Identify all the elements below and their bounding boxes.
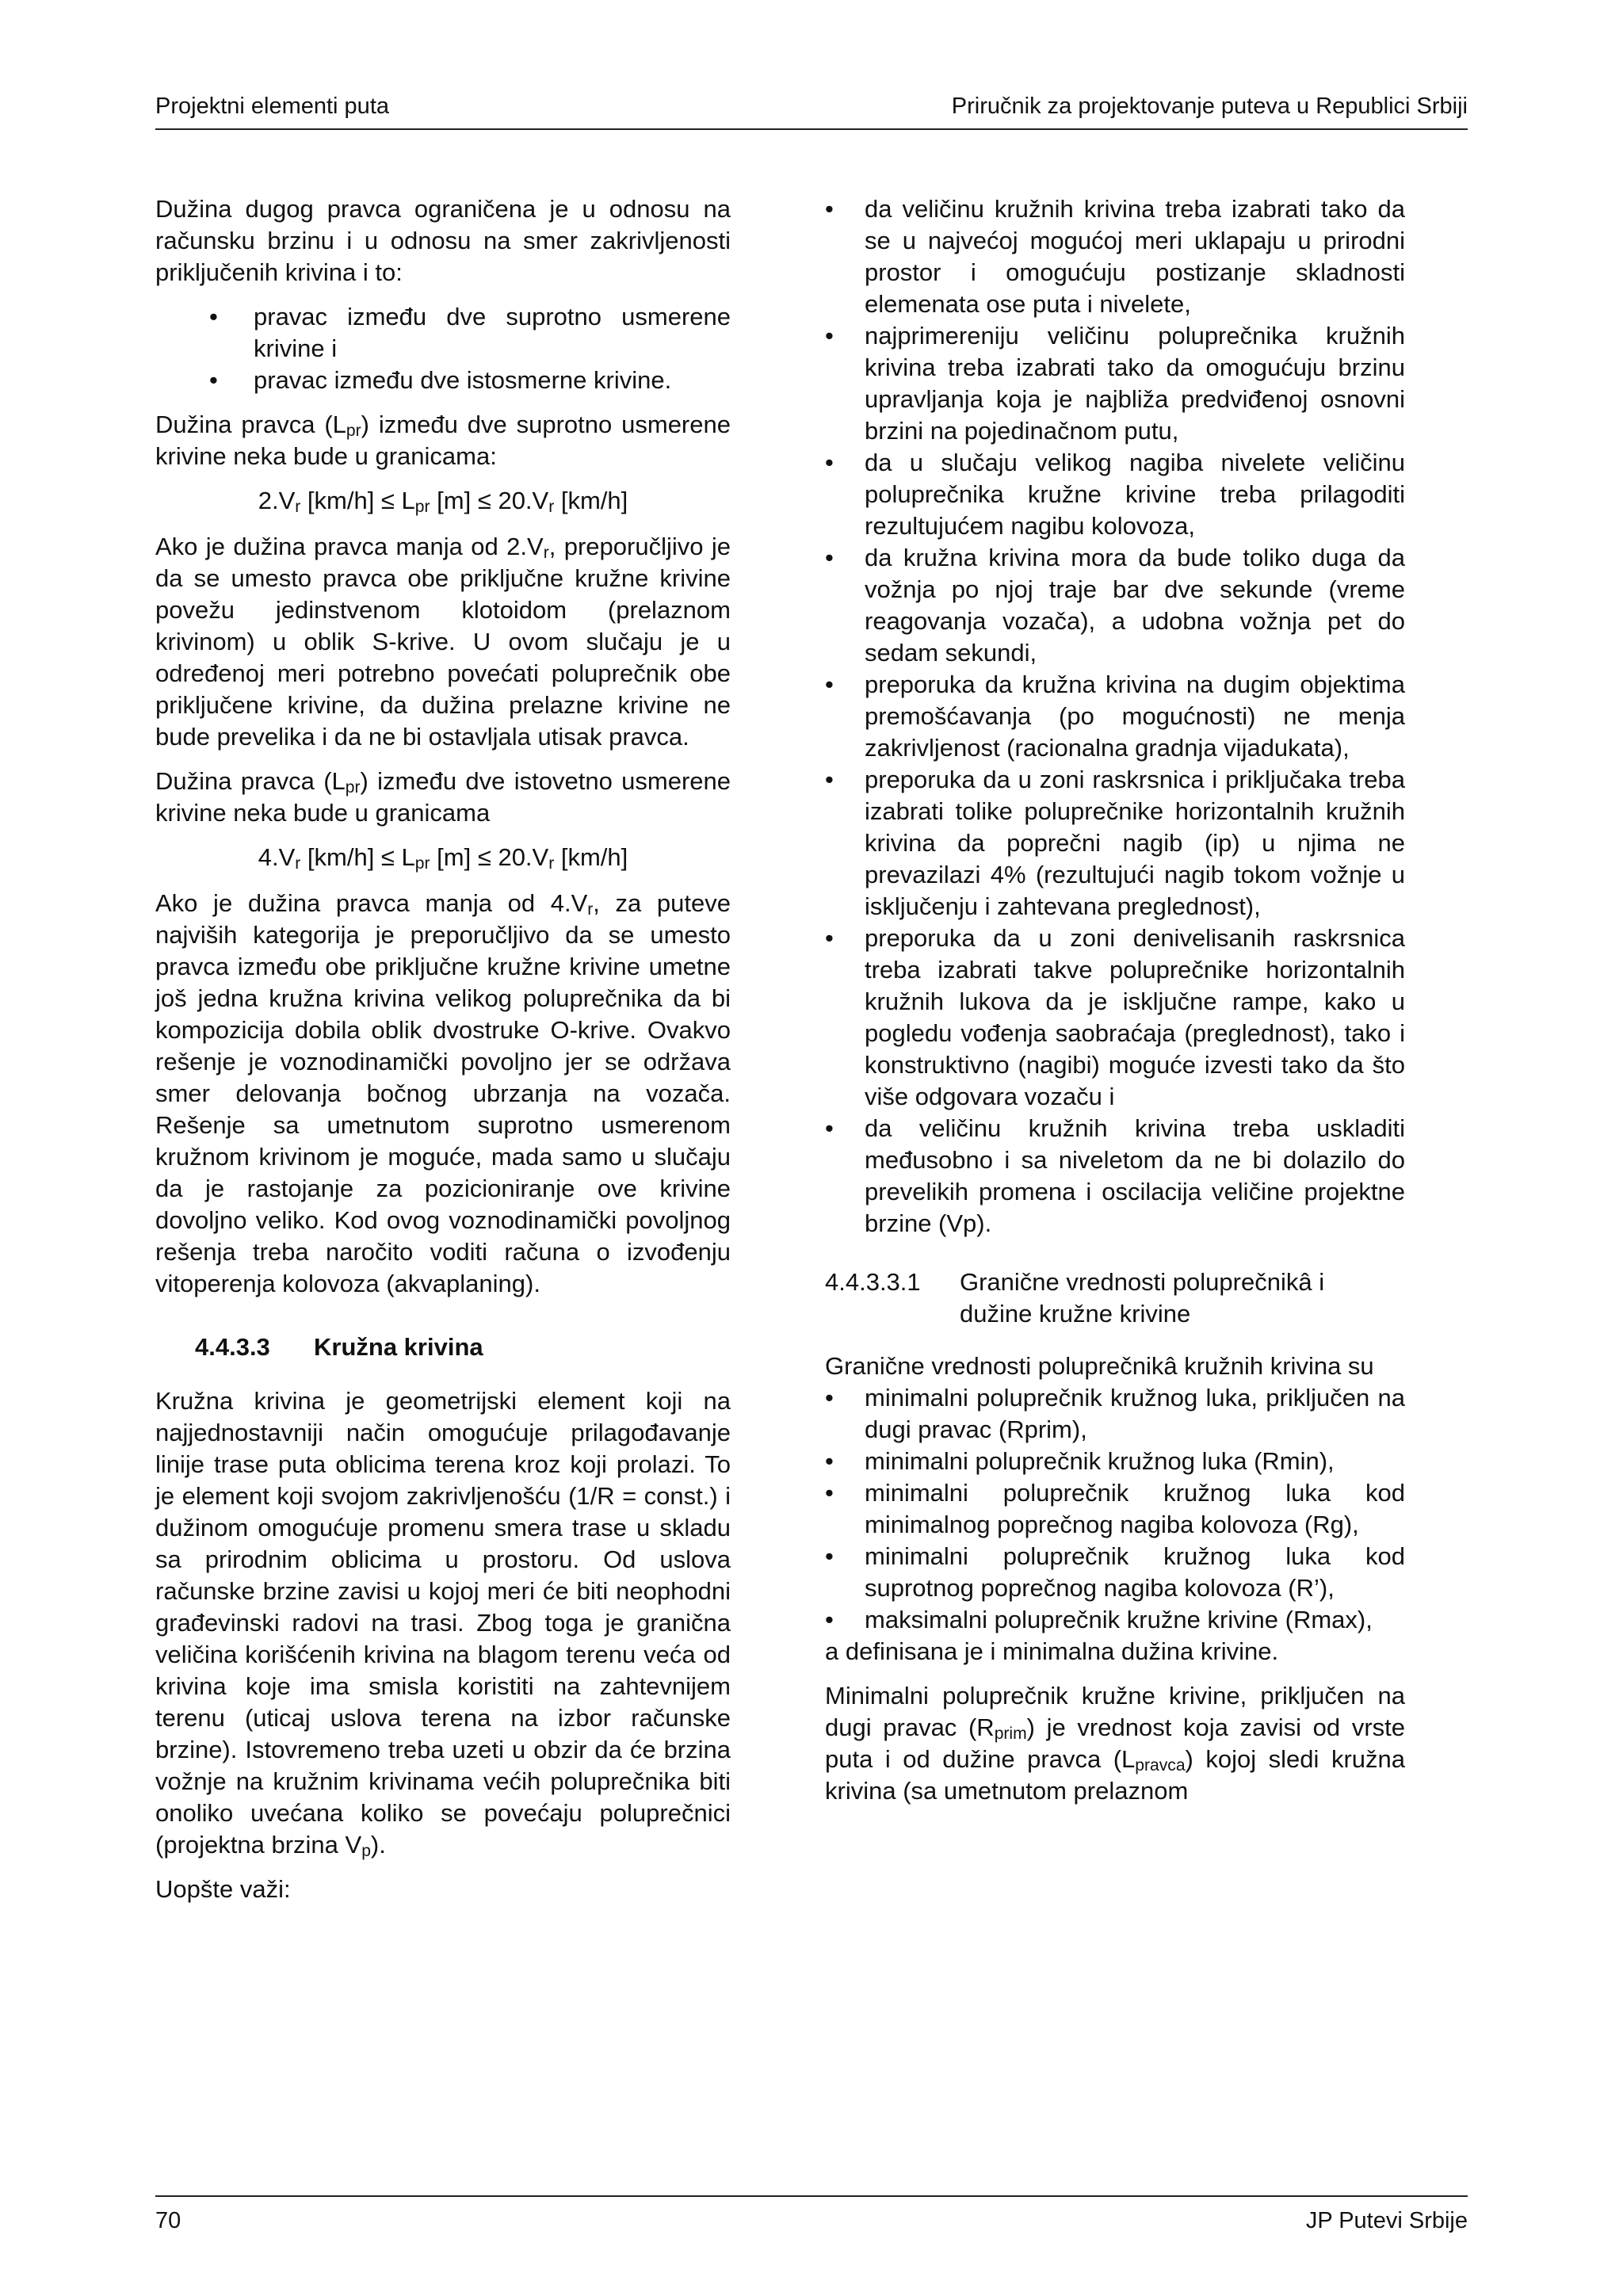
list-item-text: pravac između dve suprotno usmerene krivine i [254,303,731,362]
subscript: r [548,854,555,873]
bullet-icon: • [825,670,834,698]
paragraph: Dužina dugog pravca ograničena je u odnosu na računsku brzinu i u odnosu na smer zakrivljenosti priključenih krivina i to: [155,195,731,286]
text-run: [m] ≤ 20.V [430,843,549,871]
list-item-text: minimalni poluprečnik kružnog luka kod suprotnog poprečnog nagiba kolovoza (R’), [865,1542,1405,1602]
formula [155,485,731,517]
text-run: ) između dve istovetno usmerene krivine neka bude u granicama [155,767,731,827]
bullet-icon: • [825,1447,834,1475]
text-run: ). [370,1831,386,1859]
subscript: pr [414,854,430,873]
text-run: , za puteve najviših kategorija je preporučljivo da se umesto pravca između obe priključne kružne krivine umetne još jedna kružna krivina velikog poluprečnika da bi kompozicija dobila oblik dvostruke O-krive. Ovakvo rešenje je voznodinamički povoljno jer se održava smer delovanja bočnog ubrzanja na vozača. Rešenje sa umetnutom suprotno usmerenom kružnom krivinom je moguće, mada samo u slučaju da je rastojanje za pozicioniranje ove krivine dovoljno veliko. Kod ovog voznodinamički povoljnog rešenja treba naročito voditi računa o izvođenju vitoperenja kolovoza (akvaplaning). [155,889,731,1297]
list-item-text: da u slučaju velikog nagiba nivelete veličinu poluprečnika kružne krivine treba prilagoditi rezultujućem nagibu kolovoza, [865,449,1405,540]
paragraph [825,1680,1405,1807]
bullet-icon: • [825,195,834,223]
list-item-text: da veličinu kružnih krivina treba uskladiti međusobno i sa niveletom da ne bi dolazilo do prevelikih promena i oscilacija veličine projektne brzine (Vp). [865,1114,1405,1237]
list-item-text: maksimalni poluprečnik kružne krivine (Rmax), [865,1606,1373,1633]
bullet-icon: • [825,924,834,952]
bullet-list [155,301,731,396]
formula [155,842,731,873]
bullet-icon: • [209,366,218,394]
list-item-text: preporuka da u zoni denivelisanih raskrsnica treba izabrati takve poluprečnike horizontalnih kružnih lukova da je isključne rampe, kako u pogledu vođenja saobraćaja (preglednost), tako i konstruktivno (nagibi) moguće izvesti tako da što više odgovara vozaču i [865,924,1405,1110]
bullet-icon: • [825,1114,834,1142]
bullet-icon: • [209,303,218,330]
list-item-text: da kružna krivina mora da bude toliko duga da vožnja po njoj traje bar dve sekunde (vreme reagovanja vozača), a udobna vožnja pet do sedam sekundi, [865,544,1405,667]
subscript: r [548,498,555,517]
text-run: [km/h] ≤ L [300,843,415,871]
list-item-text: preporuka da kružna krivina na dugim objektima premošćavanja (po mogućnosti) ne menja zakrivljenost (racionalna gradnja vijadukata), [865,670,1405,762]
bullet-icon: • [825,1606,834,1633]
subsection-heading [825,1266,1405,1330]
list-item [825,1541,1405,1604]
paragraph: Granične vrednosti poluprečnikâ kružnih krivina su [825,1352,1374,1380]
footer-publisher: JP Putevi Srbije [1305,2208,1468,2233]
paragraph [155,409,731,472]
list-item [825,923,1405,1113]
list-item-text: pravac između dve istosmerne krivine. [254,366,672,394]
text-run: ) kojoj sledi kružna krivina (sa umetnutom prelaznom [825,1745,1405,1805]
text-run: Minimalni poluprečnik kružne krivine, priključen na dugi pravac (R [825,1682,1405,1741]
list-item [825,764,1405,923]
page-header [155,89,1468,130]
list-item [825,542,1405,669]
list-item [825,320,1405,447]
section-title: Kružna krivina [314,1333,483,1361]
subscript: pravca [1135,1756,1186,1775]
text-run: Ako je dužina pravca manja od 4.V [155,889,588,917]
list-item [825,1113,1405,1240]
subscript: prim [994,1725,1027,1744]
text-run: Ako je dužina pravca manja od 2.V [155,533,544,560]
list-item [825,1382,1405,1446]
section-number: 4.4.3.3 [195,1333,270,1361]
subsection-title-line: Granične vrednosti poluprečnikâ i [960,1268,1325,1296]
bullet-icon: • [825,322,834,350]
text-run: Dužina pravca (L [155,767,346,795]
bullet-icon: • [825,1542,834,1570]
list-item-text: preporuka da u zoni raskrsnica i priključaka treba izabrati tolike poluprečnike horizontalnih kružnih krivina da poprečni nagib (ip) u njima ne prevazilazi 4% (rezultujući nagib tokom vožnje u isključenju i zahtevana preglednost), [865,766,1405,920]
paragraph [155,531,731,753]
text-run: Kružna krivina je geometrijski element koji na najjednostavniji način omogućuje prilagođavanje linije trase puta oblicima terena kroz koji prolazi. To je element koji svojom zakrivljenošću (1/R = const.) i dužinom omogućuje promenu smera trase u skladu sa prirodnim oblicima u prostoru. Od uslova računske brzine zavisi u kojoj meri će biti neophodni građevinski radovi na trasi. Zbog toga je granična veličina korišćenih krivina na blagom terenu veća od krivina koje ima smisla koristiti na zahtevnijem terenu (uticaj uslova terena na izbor računske brzine). Istovremeno treba uzeti u obzir da će brzina vožnje na kružnim krivinama većih poluprečnika biti onoliko uvećana koliko se povećaju poluprečnici (projektna brzina V [155,1387,731,1859]
paragraph [155,888,731,1300]
section-heading [155,1331,731,1363]
subscript: r [543,544,549,563]
list-item-text: najprimereniju veličinu poluprečnika kružnih krivina treba izabrati tako da omogućuju brzinu upravljanja koja je najbliža predviđenoj osnovni brzini na pojedinačnom putu, [865,322,1405,445]
subscript: pr [414,498,430,517]
text-run: Dužina pravca (L [155,411,346,438]
paragraph [155,1385,731,1861]
left-column [155,193,731,1918]
subscript: p [361,1842,371,1861]
text-run: 2.V [258,487,296,514]
list-item [155,365,731,396]
list-item [825,669,1405,764]
subscript: pr [345,778,361,797]
subsection-number: 4.4.3.3.1 [825,1268,921,1296]
header-chapter-title: Projektni elementi puta [155,94,389,119]
text-run: ) između dve suprotno usmerene krivine neka bude u granicama: [155,411,731,470]
subscript: r [587,900,594,919]
right-column [825,193,1405,1820]
bullet-icon: • [825,1384,834,1412]
text-run: [km/h] [554,843,628,871]
bullet-icon: • [825,449,834,476]
subscript: r [295,854,301,873]
subscript: r [295,498,301,517]
list-item-text: minimalni poluprečnik kružnog luka (Rmin), [865,1447,1335,1475]
text-run: [km/h] ≤ L [300,487,415,514]
header-book-title: Priručnik za projektovanje puteva u Republici Srbiji [951,94,1468,119]
list-item [825,1446,1405,1477]
list-item [825,193,1405,320]
list-item-text: minimalni poluprečnik kružnog luka, priključen na dugi pravac (Rprim), [865,1384,1405,1443]
paragraph: Uopšte važi: [155,1875,291,1903]
bullet-icon: • [825,1479,834,1507]
list-item [825,1604,1405,1636]
bullet-icon: • [825,544,834,571]
text-run: 4.V [258,843,296,871]
subscript: pr [346,422,361,441]
bullet-icon: • [825,766,834,793]
subsection-title-line: dužine kružne krivine [960,1300,1191,1328]
bullet-list [825,1382,1405,1636]
list-item [825,1477,1405,1541]
list-item-text: da veličinu kružnih krivina treba izabrati tako da se u najvećoj mogućoj meri uklapaju u prirodni prostor i omogućuju postizanje skladnosti elemenata ose puta i nivelete, [865,195,1405,318]
text-run: [km/h] [554,487,628,514]
list-item [155,301,731,365]
text-run: ) je vrednost koja zavisi od vrste puta i od dužine pravca (L [825,1713,1405,1773]
list-item-text: minimalni poluprečnik kružnog luka kod minimalnog poprečnog nagiba kolovoza (Rg), [865,1479,1405,1538]
paragraph: a definisana je i minimalna dužina krivine. [825,1637,1279,1665]
page-number: 70 [155,2208,181,2233]
list-item [825,447,1405,542]
text-run: , preporučljivo je da se umesto pravca obe priključne kružne krivine povežu jedinstvenom klotoidom (prelaznom krivinom) u oblik S-krive. U ovom slučaju je u određenoj meri potrebno povećati poluprečnik obe priključene krivine, da dužina prelazne krivine ne bude prevelika i da ne bi ostavljala utisak pravca. [155,533,731,751]
page-footer [155,2195,1468,2244]
paragraph [155,766,731,829]
text-run: [m] ≤ 20.V [430,487,549,514]
bullet-list [825,193,1405,1240]
